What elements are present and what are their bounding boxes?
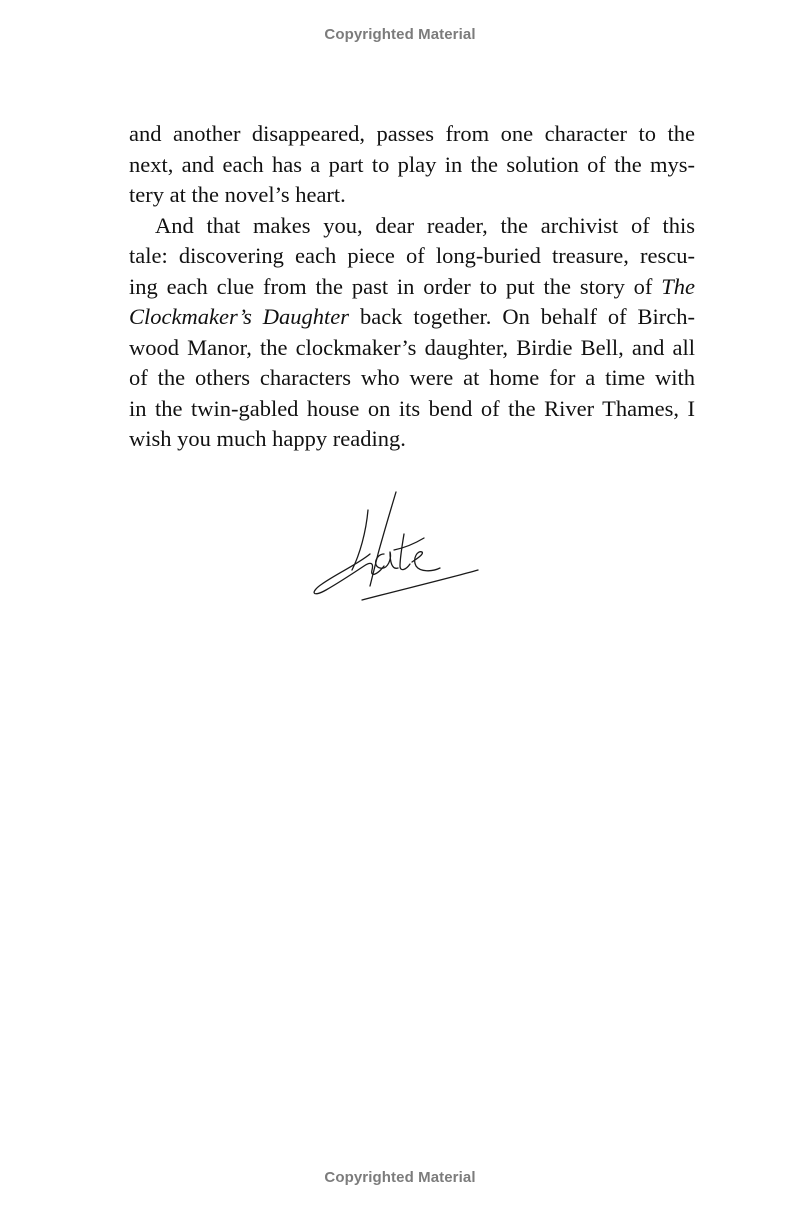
paragraph-1 xyxy=(129,119,695,211)
page-body xyxy=(129,119,695,455)
book-title-part: The xyxy=(661,273,695,299)
text-line: wood Manor, the clockmaker’s daughter, Birdie Bell, and all xyxy=(129,334,695,360)
text-line: of the others characters who were at home for a time with xyxy=(129,365,695,390)
text-line xyxy=(129,302,695,333)
text-line: and another disappeared, passes from one character to the xyxy=(129,121,695,146)
text-line: wish you much happy reading. xyxy=(129,426,406,451)
copyright-watermark-bottom: Copyrighted Material xyxy=(324,1169,476,1186)
book-title-part: Clockmaker’s Daughter xyxy=(129,304,350,329)
text-line: tale: discovering each piece of long-buried treasure, rescu- xyxy=(129,243,695,268)
text-line: And that makes you, dear reader, the archivist of this xyxy=(155,212,695,238)
handwritten-signature xyxy=(300,482,490,612)
text-line: next, and each has a part to play in the solution of the mys- xyxy=(129,151,695,177)
text-line xyxy=(129,272,695,303)
text-line: in the twin-gabled house on its bend of the River Thames, I xyxy=(129,395,695,421)
text-line: tery at the novel’s heart. xyxy=(129,182,346,207)
copyright-watermark-top: Copyrighted Material xyxy=(324,26,476,43)
paragraph-2 xyxy=(129,211,695,455)
text-span: ing each clue from the past in order to put the story of xyxy=(129,273,662,299)
text-span: back together. On behalf of Birch- xyxy=(349,304,695,329)
